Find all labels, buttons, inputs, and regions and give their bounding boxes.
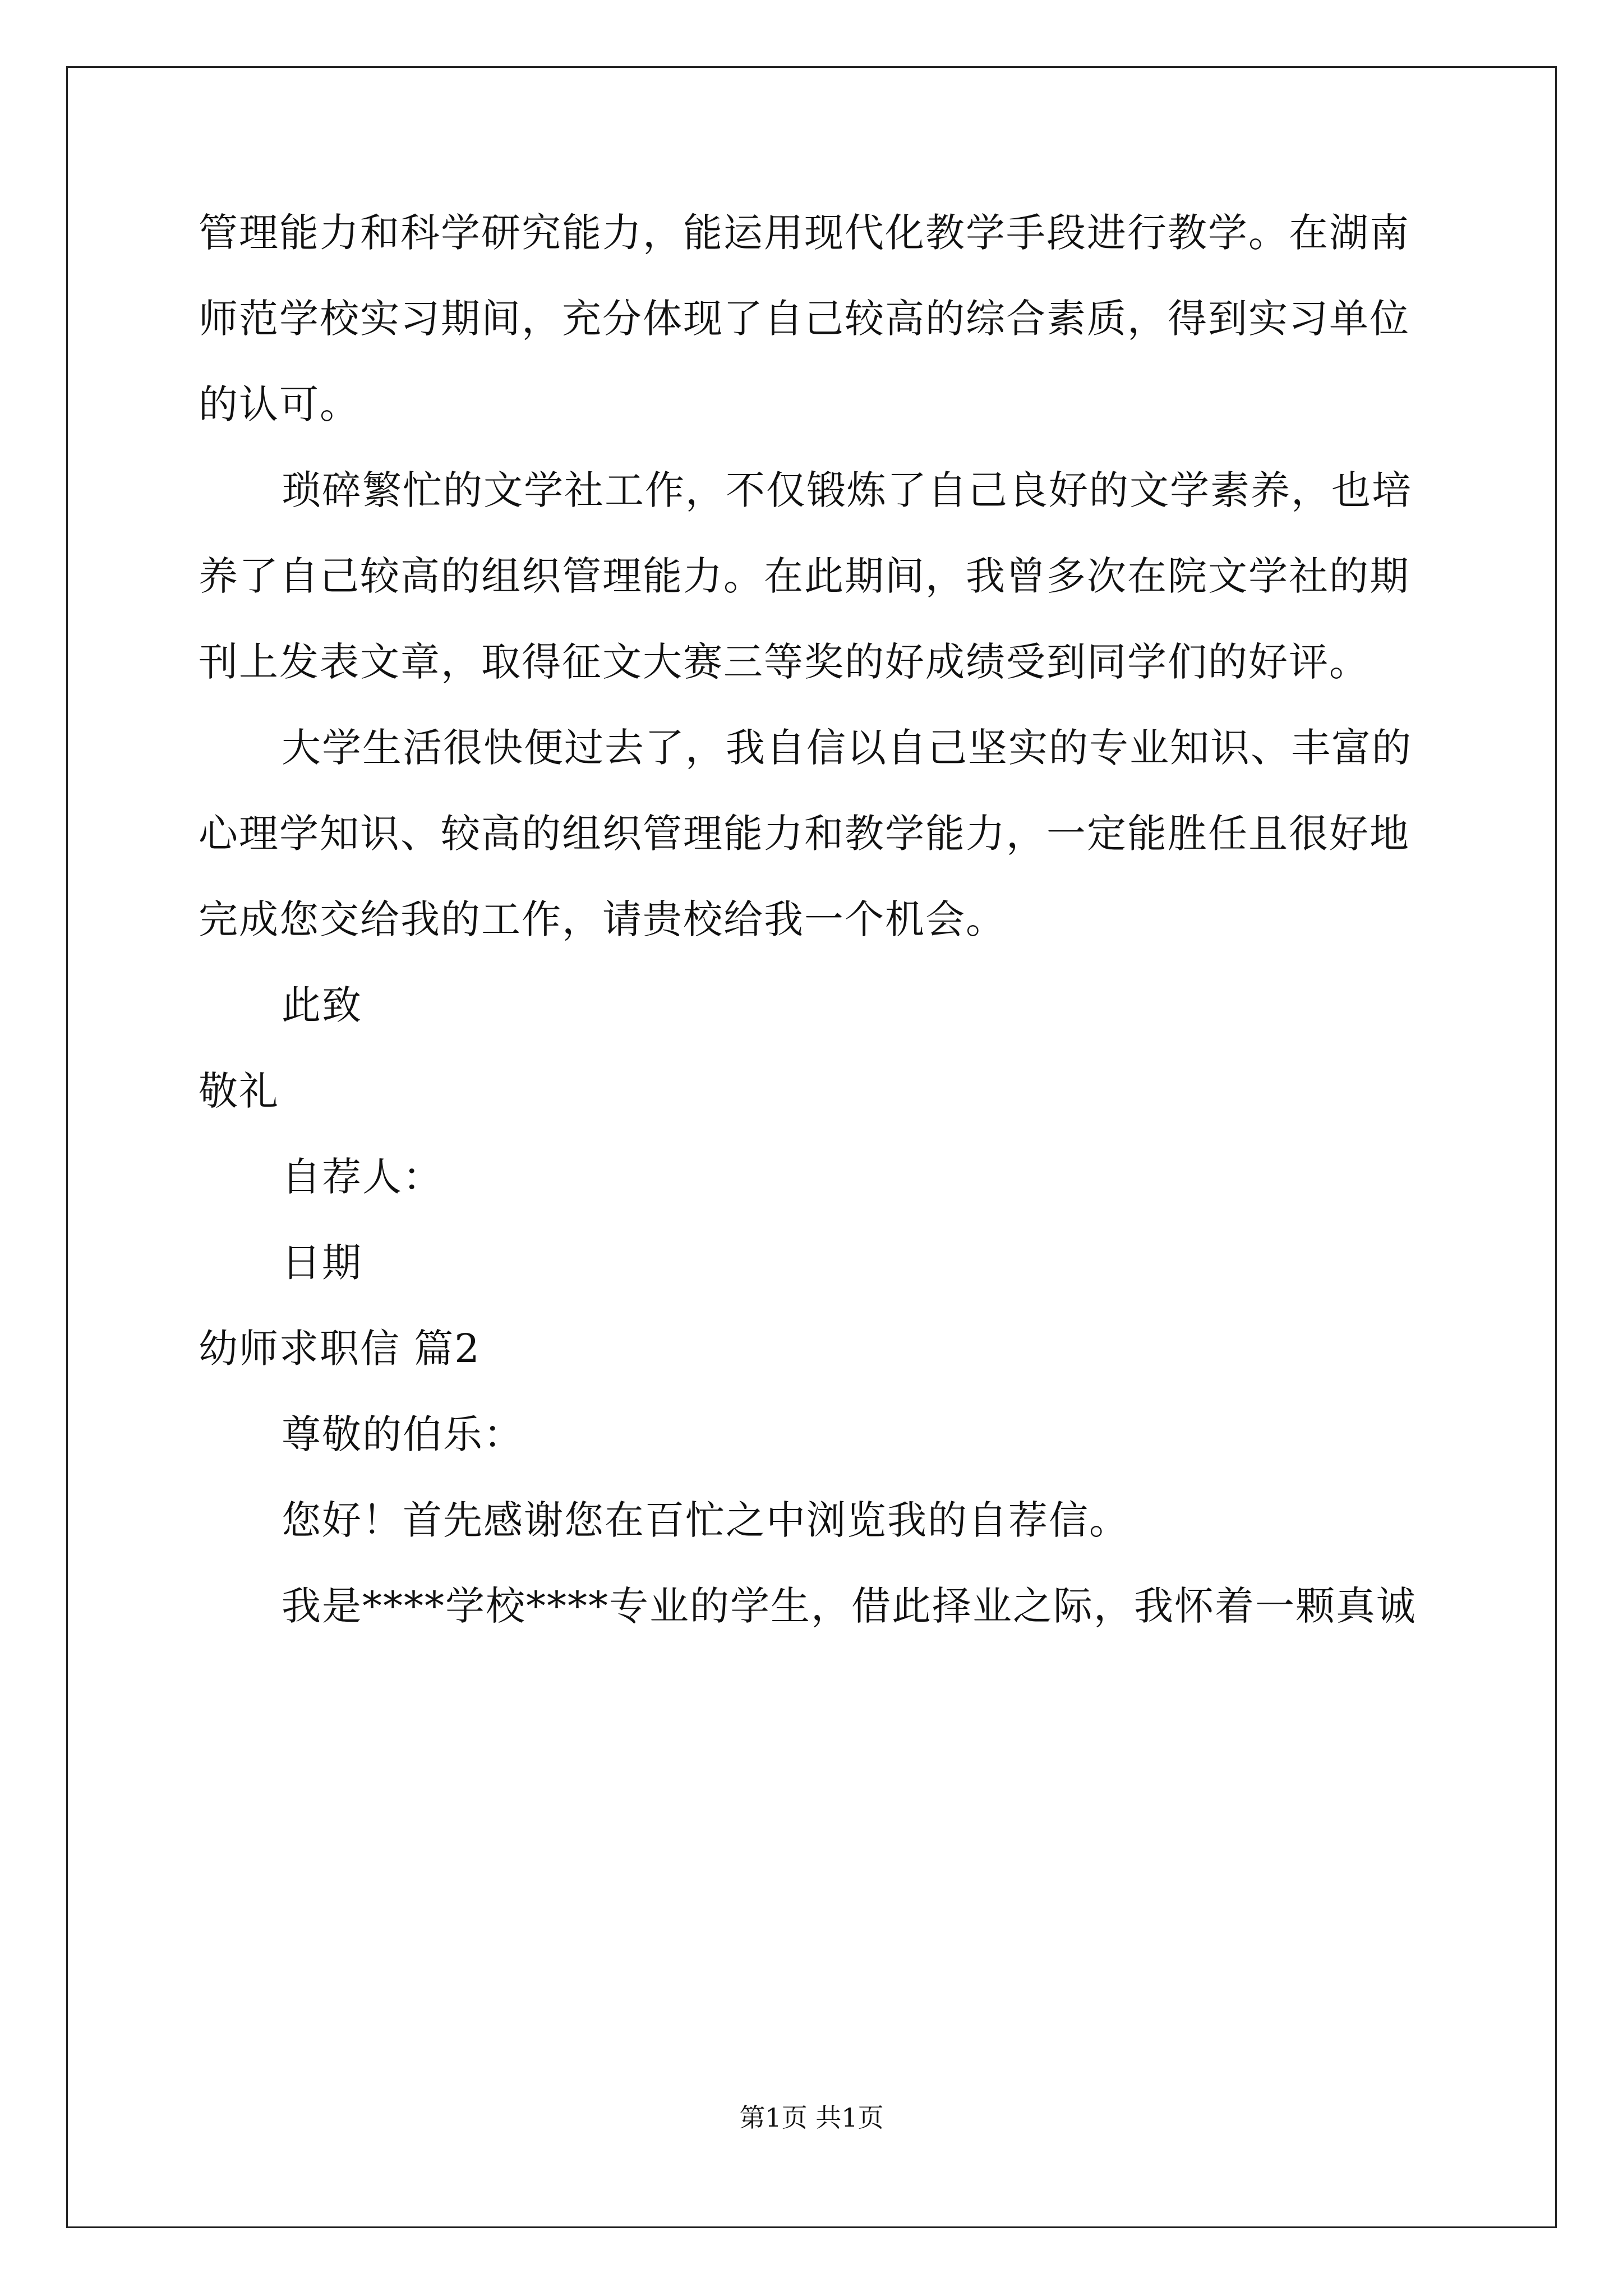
text-line: 您好！首先感谢您在百忙之中浏览我的自荐信。 xyxy=(282,1497,1129,1543)
text-line: 师范学校实习期间，充分体现了自己较高的综合素质，得到实习单位 xyxy=(199,296,1410,342)
closing-regards: 敬礼 xyxy=(199,1068,279,1114)
text-line: 完成您交给我的工作，请贵校给我一个机会。 xyxy=(199,896,1006,942)
closing-salutation: 此致 xyxy=(282,982,362,1028)
text-line: 我是****学校****专业的学生，借此择业之际，我怀着一颗真诚 xyxy=(282,1583,1417,1629)
signature-label: 自荐人： xyxy=(282,1154,443,1200)
page-footer: 第1页 共1页 xyxy=(739,2102,884,2133)
text-line: 的认可。 xyxy=(199,381,360,427)
greeting: 尊敬的伯乐： xyxy=(282,1411,524,1457)
section-heading: 幼师求职信 篇2 xyxy=(199,1326,481,1372)
text-line: 养了自己较高的组织管理能力。在此期间，我曾多次在院文学社的期 xyxy=(199,553,1410,599)
text-line: 心理学知识、较高的组织管理能力和教学能力，一定能胜任且很好地 xyxy=(199,811,1410,857)
date-label: 日期 xyxy=(282,1240,362,1286)
text-line: 管理能力和科学研究能力，能运用现代化教学手段进行教学。在湖南 xyxy=(199,210,1410,256)
text-line: 大学生活很快便过去了，我自信以自己坚实的专业知识、丰富的 xyxy=(282,725,1412,771)
text-line: 琐碎繁忙的文学社工作，不仅锻炼了自己良好的文学素养，也培 xyxy=(282,467,1412,513)
text-line: 刊上发表文章，取得征文大赛三等奖的好成绩受到同学们的好评。 xyxy=(199,639,1370,685)
